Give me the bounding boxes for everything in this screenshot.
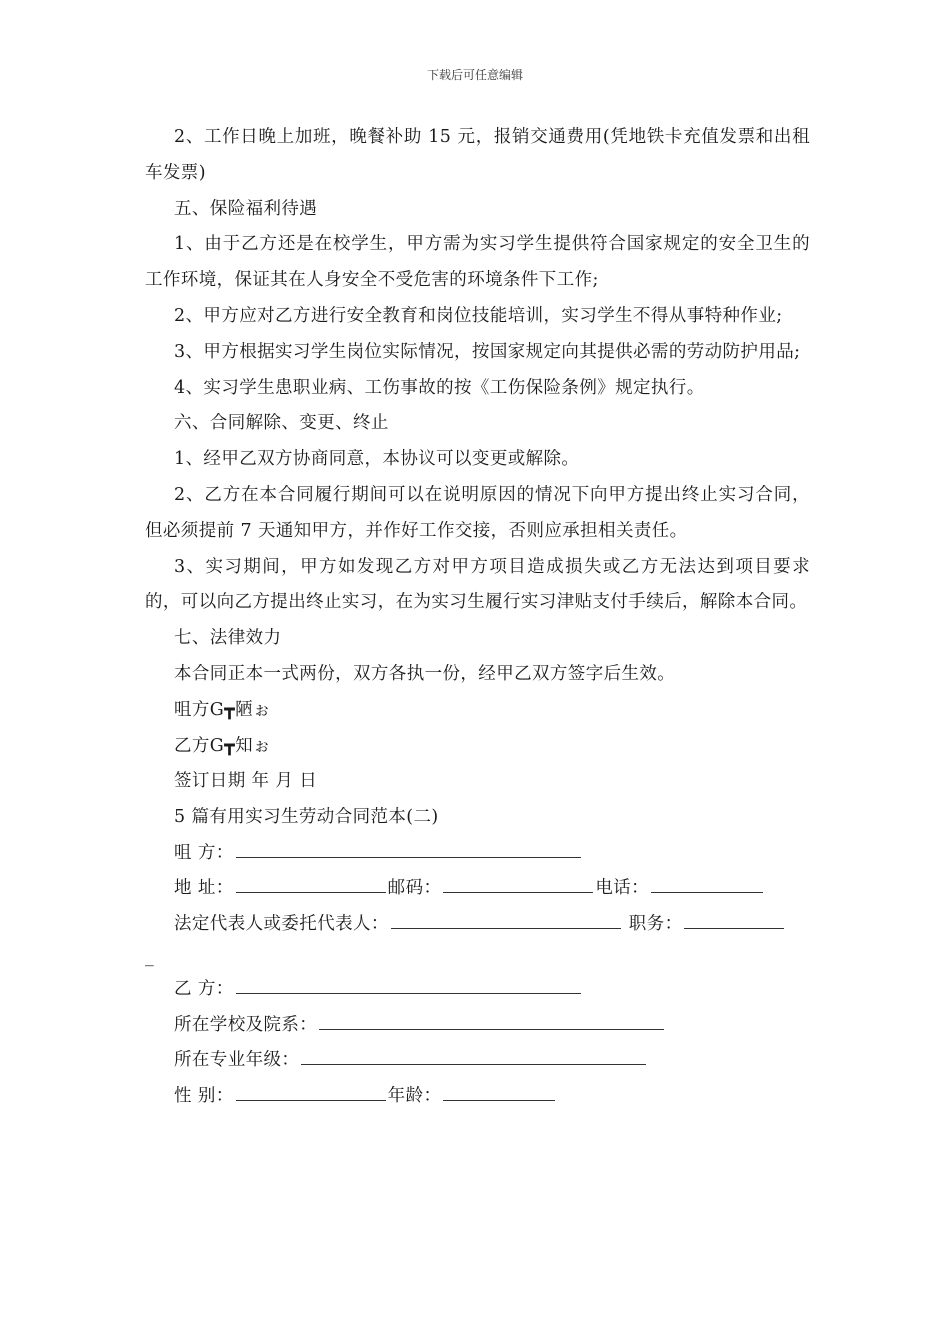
second-contract-title: 5 篇有用实习生劳动合同范本(二) [174, 807, 439, 828]
school-field[interactable] [319, 1009, 664, 1030]
form-row-gender-age [145, 1079, 810, 1115]
form-row-party-a [145, 836, 810, 872]
stray-underscore: _ [145, 947, 154, 968]
address-label: 地 址： [174, 878, 234, 899]
major-field[interactable] [301, 1044, 646, 1065]
legal-rep-label: 法定代表人或委托代表人： [174, 913, 389, 934]
address-field[interactable] [236, 872, 386, 893]
page-header: 下载后可任意编辑 [426, 68, 523, 82]
form-row-legal-rep [145, 907, 810, 943]
party-b-label: 乙 方： [174, 979, 234, 1000]
section-heading: 七、法律效力 [174, 628, 282, 649]
form-row-address [145, 871, 810, 907]
postcode-field[interactable] [443, 872, 593, 893]
age-label: 年龄： [387, 1085, 442, 1106]
form-row-school [145, 1008, 810, 1044]
age-field[interactable] [443, 1080, 555, 1101]
document-body [145, 120, 810, 1114]
paragraph: 1、由于乙方还是在校学生，甲方需为实习学生提供符合国家规定的安全卫生的工作环境，保证其在人身安全不受危害的环境条件下工作; [145, 234, 810, 291]
section-heading: 六、合同解除、变更、终止 [174, 413, 389, 434]
postcode-label: 邮码： [387, 878, 442, 899]
gender-field[interactable] [236, 1080, 386, 1101]
paragraph: 本合同正本一式两份，双方各执一份，经甲乙双方签字后生效。 [174, 663, 676, 684]
form-row-major [145, 1043, 810, 1079]
position-label: 职务： [628, 913, 683, 934]
phone-field[interactable] [651, 872, 763, 893]
paragraph: 4、实习学生患职业病、工伤事故的按《工伤保险条例》规定执行。 [174, 377, 705, 398]
paragraph: 2、工作日晚上加班，晚餐补助 15 元，报销交通费用(凭地铁卡充值发票和出租车发票) [145, 127, 810, 183]
paragraph: 3、实习期间，甲方如发现乙方对甲方项目造成损失或乙方无法达到项目要求的，可以向乙方提出终止实习，在为实习生履行实习津贴支付手续后，解除本合同。 [145, 556, 810, 613]
legal-rep-field[interactable] [391, 908, 621, 929]
form-row-party-b [145, 972, 810, 1008]
paragraph: 3、甲方根据实习学生岗位实际情况，按国家规定向其提供必需的劳动防护用品; [174, 341, 801, 362]
paragraph: 2、甲方应对乙方进行安全教育和岗位技能培训，实习学生不得从事特种作业; [174, 305, 783, 326]
signing-date: 签订日期 年 月 日 [174, 771, 318, 792]
party-b-field[interactable] [236, 973, 581, 994]
party-a-field[interactable] [236, 837, 581, 858]
paragraph: 1、经甲乙双方协商同意，本协议可以变更或解除。 [174, 449, 580, 470]
major-label: 所在专业年级： [174, 1050, 300, 1071]
school-label: 所在学校及院系： [174, 1014, 318, 1035]
signature-party-a: 咀方G┳陋ぉ [174, 699, 271, 720]
phone-label: 电话： [595, 878, 650, 899]
section-heading: 五、保险福利待遇 [174, 198, 318, 219]
gender-label: 性 别： [174, 1085, 234, 1106]
party-a-label: 咀 方： [174, 842, 234, 863]
position-field[interactable] [684, 908, 784, 929]
signature-party-b: 乙方G┳知ぉ [174, 735, 271, 756]
paragraph: 2、乙方在本合同履行期间可以在说明原因的情况下向甲方提出终止实习合同，但必须提前 7 天通知甲方，并作好工作交接，否则应承担相关责任。 [145, 484, 810, 541]
